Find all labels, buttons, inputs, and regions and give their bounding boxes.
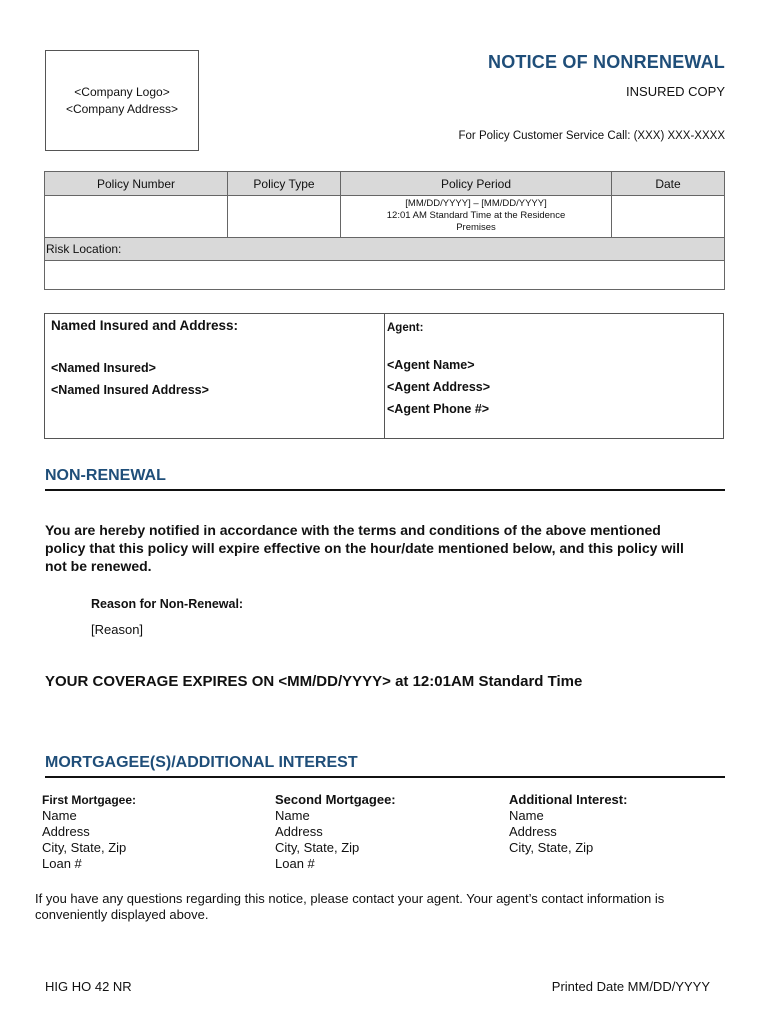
first-mortgagee-block: [42, 792, 136, 872]
document-title: NOTICE OF NONRENEWAL: [488, 52, 725, 72]
first-mortgagee-name: Name: [42, 808, 77, 823]
named-insured-section: [45, 314, 385, 438]
agent-section: [385, 314, 723, 438]
header-policy-number: Policy Number: [45, 172, 228, 196]
second-mortgagee-title: Second Mortgagee:: [275, 792, 396, 807]
customer-service-line: For Policy Customer Service Call: (XXX) XXX-XXXX: [458, 130, 725, 142]
printed-date: Printed Date MM/DD/YYYY: [551, 979, 710, 994]
second-mortgagee-address: Address: [275, 824, 323, 839]
agent-address: <Agent Address>: [387, 380, 491, 394]
second-mortgagee-loan: Loan #: [275, 856, 315, 871]
policy-table: [44, 171, 725, 290]
second-mortgagee-city: City, State, Zip: [275, 840, 360, 855]
second-mortgagee-block: [275, 792, 396, 872]
risk-location-value-row: [45, 261, 725, 290]
insured-agent-box: [44, 313, 724, 439]
mortgagee-heading: MORTGAGEE(S)/ADDITIONAL INTEREST: [45, 754, 725, 778]
additional-interest-name: Name: [509, 808, 544, 823]
coverage-expiration: YOUR COVERAGE EXPIRES ON <MM/DD/YYYY> at 12:01AM Standard Time: [45, 673, 583, 690]
form-id: HIG HO 42 NR: [45, 979, 132, 994]
agent-heading: Agent:: [387, 322, 424, 334]
risk-location-header-row: [45, 238, 725, 261]
nonrenewal-heading: NON-RENEWAL: [45, 467, 725, 491]
nonrenewal-notice-paragraph: You are hereby notified in accordance with the terms and conditions of the above mentioned policy that this policy will expire effective on the hour/date mentioned below, and this policy will not be renewed.: [45, 522, 684, 574]
date-cell: [612, 196, 725, 238]
risk-location-cell: [45, 261, 725, 290]
reason-value: [Reason]: [91, 622, 144, 637]
policy-period-premises: Premises: [456, 222, 496, 233]
additional-interest-block: [509, 792, 627, 856]
company-logo-placeholder: [45, 50, 199, 151]
policy-type-cell: [228, 196, 341, 238]
company-logo-text: <Company Logo>: [74, 84, 170, 99]
agent-name: <Agent Name>: [387, 358, 475, 372]
additional-interest-city: City, State, Zip: [509, 840, 594, 855]
first-mortgagee-address: Address: [42, 824, 90, 839]
second-mortgagee-name: Name: [275, 808, 310, 823]
reason-label: Reason for Non-Renewal:: [91, 597, 244, 611]
first-mortgagee-city: City, State, Zip: [42, 840, 127, 855]
header-date: Date: [612, 172, 725, 196]
policy-period-cell: [341, 196, 612, 238]
first-mortgagee-loan: Loan #: [42, 856, 82, 871]
risk-location-label: Risk Location:: [45, 238, 725, 261]
named-insured: <Named Insured>: [51, 361, 156, 375]
agent-phone: <Agent Phone #>: [387, 402, 490, 416]
header-policy-period: Policy Period: [341, 172, 612, 196]
policy-number-cell: [45, 196, 228, 238]
additional-interest-title: Additional Interest:: [509, 792, 628, 807]
additional-interest-address: Address: [509, 824, 557, 839]
policy-table-value-row: [45, 196, 725, 238]
questions-note: If you have any questions regarding this notice, please contact your agent. Your agent’s contact information is conveniently displayed above.: [35, 891, 665, 922]
policy-table-header-row: [45, 172, 725, 196]
named-insured-address: <Named Insured Address>: [51, 383, 209, 397]
company-address-text: <Company Address>: [65, 101, 179, 116]
first-mortgagee-title: First Mortgagee:: [42, 793, 137, 807]
copy-label: INSURED COPY: [626, 84, 725, 99]
header-policy-type: Policy Type: [228, 172, 341, 196]
policy-period-dates: [MM/DD/YYYY] – [MM/DD/YYYY]: [405, 198, 547, 209]
named-insured-heading: Named Insured and Address:: [51, 318, 239, 333]
policy-period-time: 12:01 AM Standard Time at the Residence: [386, 210, 566, 221]
